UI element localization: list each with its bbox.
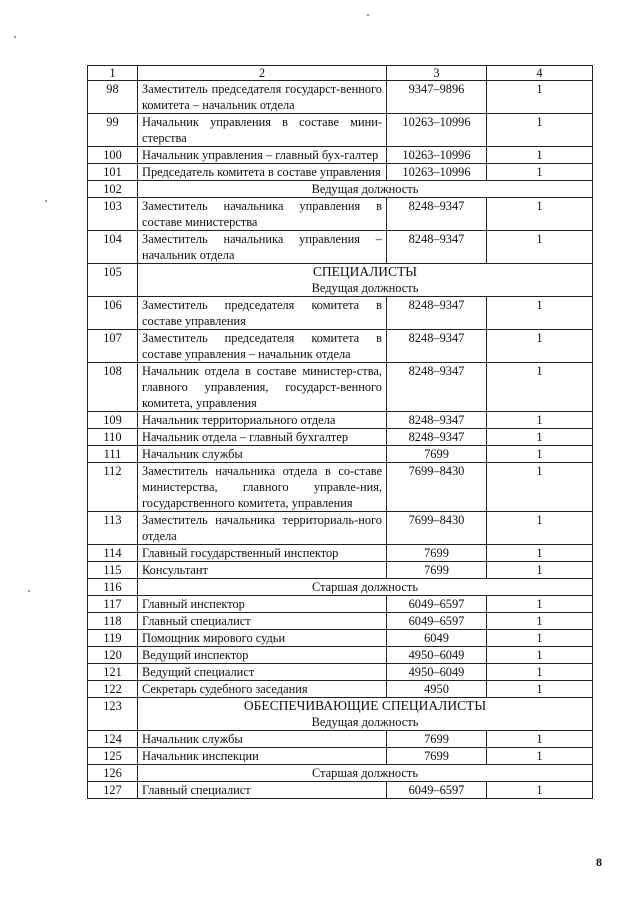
salary-range: 4950–6049 xyxy=(387,647,487,664)
table-row xyxy=(88,147,593,164)
row-number: 121 xyxy=(88,664,138,681)
salary-range: 7699 xyxy=(387,562,487,579)
scan-speck xyxy=(45,200,47,202)
category: 1 xyxy=(487,231,593,264)
scan-speck xyxy=(14,36,16,38)
table-row xyxy=(88,164,593,181)
category: 1 xyxy=(487,446,593,463)
salary-range: 7699–8430 xyxy=(387,512,487,545)
position-name: Начальник управления в составе мини-стерства xyxy=(138,114,387,147)
row-number: 112 xyxy=(88,463,138,512)
row-number: 105 xyxy=(88,264,138,297)
position-name: Начальник службы xyxy=(138,731,387,748)
category: 1 xyxy=(487,681,593,698)
salary-range: 10263–10996 xyxy=(387,147,487,164)
table-row xyxy=(88,782,593,799)
position-name: Начальник территориального отдела xyxy=(138,412,387,429)
table-row xyxy=(88,114,593,147)
table-row xyxy=(88,748,593,765)
row-number: 126 xyxy=(88,765,138,782)
position-name: Заместитель председателя комитета в составе управления xyxy=(138,297,387,330)
category: 1 xyxy=(487,613,593,630)
table-row xyxy=(88,512,593,545)
position-name: Главный инспектор xyxy=(138,596,387,613)
table-row xyxy=(88,681,593,698)
position-name: Заместитель председателя государст-венного комитета – начальник отдела xyxy=(138,81,387,114)
position-name: Заместитель начальника территориаль-ного отдела xyxy=(138,512,387,545)
section-heading-line: ОБЕСПЕЧИВАЮЩИЕ СПЕЦИАЛИСТЫ xyxy=(243,698,487,713)
column-header-2: 2 xyxy=(138,66,387,81)
category: 1 xyxy=(487,782,593,799)
salary-range: 6049–6597 xyxy=(387,596,487,613)
category: 1 xyxy=(487,596,593,613)
table-row xyxy=(88,562,593,579)
page-number: 8 xyxy=(596,855,602,869)
salary-range: 7699 xyxy=(387,545,487,562)
row-number: 104 xyxy=(88,231,138,264)
row-number: 99 xyxy=(88,114,138,147)
category: 1 xyxy=(487,429,593,446)
category: 1 xyxy=(487,545,593,562)
row-number: 124 xyxy=(88,731,138,748)
category: 1 xyxy=(487,330,593,363)
position-name: Консультант xyxy=(138,562,387,579)
salary-range: 7699 xyxy=(387,748,487,765)
category: 1 xyxy=(487,198,593,231)
section-heading xyxy=(138,765,593,782)
position-name: Ведущий инспектор xyxy=(138,647,387,664)
row-number: 101 xyxy=(88,164,138,181)
position-name: Заместитель председателя комитета в составе управления – начальник отдела xyxy=(138,330,387,363)
position-name: Начальник службы xyxy=(138,446,387,463)
column-header-1: 1 xyxy=(88,66,138,81)
row-number: 102 xyxy=(88,181,138,198)
row-number: 103 xyxy=(88,198,138,231)
row-number: 108 xyxy=(88,363,138,412)
salary-range: 6049–6597 xyxy=(387,613,487,630)
salary-range: 9347–9896 xyxy=(387,81,487,114)
table-row xyxy=(88,330,593,363)
category: 1 xyxy=(487,512,593,545)
category: 1 xyxy=(487,412,593,429)
category: 1 xyxy=(487,164,593,181)
row-number: 110 xyxy=(88,429,138,446)
position-name: Председатель комитета в составе управления xyxy=(138,164,387,181)
table-row xyxy=(88,613,593,630)
section-heading-line: Старшая должность xyxy=(312,766,418,780)
category: 1 xyxy=(487,748,593,765)
salary-range: 6049 xyxy=(387,630,487,647)
salary-range: 10263–10996 xyxy=(387,164,487,181)
section-heading-line: Ведущая должность xyxy=(311,281,419,295)
scan-speck xyxy=(28,590,30,592)
position-name: Начальник инспекции xyxy=(138,748,387,765)
table-row xyxy=(88,412,593,429)
positions-table-body xyxy=(88,66,593,799)
section-row xyxy=(88,579,593,596)
position-name: Главный специалист xyxy=(138,782,387,799)
table-row xyxy=(88,198,593,231)
category: 1 xyxy=(487,664,593,681)
category: 1 xyxy=(487,297,593,330)
salary-range: 4950–6049 xyxy=(387,664,487,681)
category: 1 xyxy=(487,630,593,647)
section-row xyxy=(88,698,593,731)
position-name: Начальник отдела – главный бухгалтер xyxy=(138,429,387,446)
salary-range: 8248–9347 xyxy=(387,198,487,231)
category: 1 xyxy=(487,363,593,412)
section-heading-line: Ведущая должность xyxy=(311,182,419,196)
scan-speck xyxy=(367,14,369,16)
table-row xyxy=(88,81,593,114)
salary-range: 8248–9347 xyxy=(387,330,487,363)
row-number: 107 xyxy=(88,330,138,363)
salary-range: 8248–9347 xyxy=(387,297,487,330)
row-number: 106 xyxy=(88,297,138,330)
position-name: Заместитель начальника управления – начальник отдела xyxy=(138,231,387,264)
table-row xyxy=(88,363,593,412)
table-row xyxy=(88,463,593,512)
column-header-4: 4 xyxy=(487,66,593,81)
table-row xyxy=(88,297,593,330)
position-name: Ведущий специалист xyxy=(138,664,387,681)
salary-range: 10263–10996 xyxy=(387,114,487,147)
section-row xyxy=(88,765,593,782)
position-name: Начальник управления – главный бух-галтер xyxy=(138,147,387,164)
row-number: 98 xyxy=(88,81,138,114)
row-number: 113 xyxy=(88,512,138,545)
salary-range: 7699–8430 xyxy=(387,463,487,512)
position-name: Главный государственный инспектор xyxy=(138,545,387,562)
row-number: 118 xyxy=(88,613,138,630)
row-number: 123 xyxy=(88,698,138,731)
row-number: 109 xyxy=(88,412,138,429)
column-header-3: 3 xyxy=(387,66,487,81)
section-row xyxy=(88,181,593,198)
section-heading xyxy=(138,264,593,297)
table-row xyxy=(88,231,593,264)
section-heading-line: СПЕЦИАЛИСТЫ xyxy=(312,264,418,279)
category: 1 xyxy=(487,114,593,147)
table-row xyxy=(88,446,593,463)
row-number: 115 xyxy=(88,562,138,579)
position-name: Заместитель начальника отдела в со-ставе министерства, главного управле-ния, государственного комитета, управления xyxy=(138,463,387,512)
section-heading xyxy=(138,698,593,731)
table-row xyxy=(88,545,593,562)
category: 1 xyxy=(487,731,593,748)
section-heading-line: Старшая должность xyxy=(312,580,418,594)
header-row xyxy=(88,66,593,81)
section-heading-line: Ведущая должность xyxy=(311,715,419,729)
table-row xyxy=(88,596,593,613)
category: 1 xyxy=(487,562,593,579)
row-number: 119 xyxy=(88,630,138,647)
category: 1 xyxy=(487,647,593,664)
row-number: 120 xyxy=(88,647,138,664)
position-name: Заместитель начальника управления в составе министерства xyxy=(138,198,387,231)
position-name: Секретарь судебного заседания xyxy=(138,681,387,698)
salary-range: 7699 xyxy=(387,731,487,748)
table-row xyxy=(88,731,593,748)
salary-range: 6049–6597 xyxy=(387,782,487,799)
section-row xyxy=(88,264,593,297)
salary-range: 8248–9347 xyxy=(387,429,487,446)
position-name: Главный специалист xyxy=(138,613,387,630)
salary-range: 8248–9347 xyxy=(387,363,487,412)
table-row xyxy=(88,664,593,681)
row-number: 122 xyxy=(88,681,138,698)
salary-range: 8248–9347 xyxy=(387,412,487,429)
salary-range: 4950 xyxy=(387,681,487,698)
salary-range: 8248–9347 xyxy=(387,231,487,264)
category: 1 xyxy=(487,81,593,114)
row-number: 100 xyxy=(88,147,138,164)
table-row xyxy=(88,429,593,446)
row-number: 114 xyxy=(88,545,138,562)
positions-table xyxy=(87,65,593,799)
row-number: 117 xyxy=(88,596,138,613)
row-number: 125 xyxy=(88,748,138,765)
category: 1 xyxy=(487,463,593,512)
table-row xyxy=(88,630,593,647)
row-number: 116 xyxy=(88,579,138,596)
position-name: Помощник мирового судьи xyxy=(138,630,387,647)
row-number: 111 xyxy=(88,446,138,463)
section-heading xyxy=(138,181,593,198)
salary-range: 7699 xyxy=(387,446,487,463)
position-name: Начальник отдела в составе министер-ства, главного управления, государст-венного комитета, управления xyxy=(138,363,387,412)
category: 1 xyxy=(487,147,593,164)
table-row xyxy=(88,647,593,664)
row-number: 127 xyxy=(88,782,138,799)
section-heading xyxy=(138,579,593,596)
